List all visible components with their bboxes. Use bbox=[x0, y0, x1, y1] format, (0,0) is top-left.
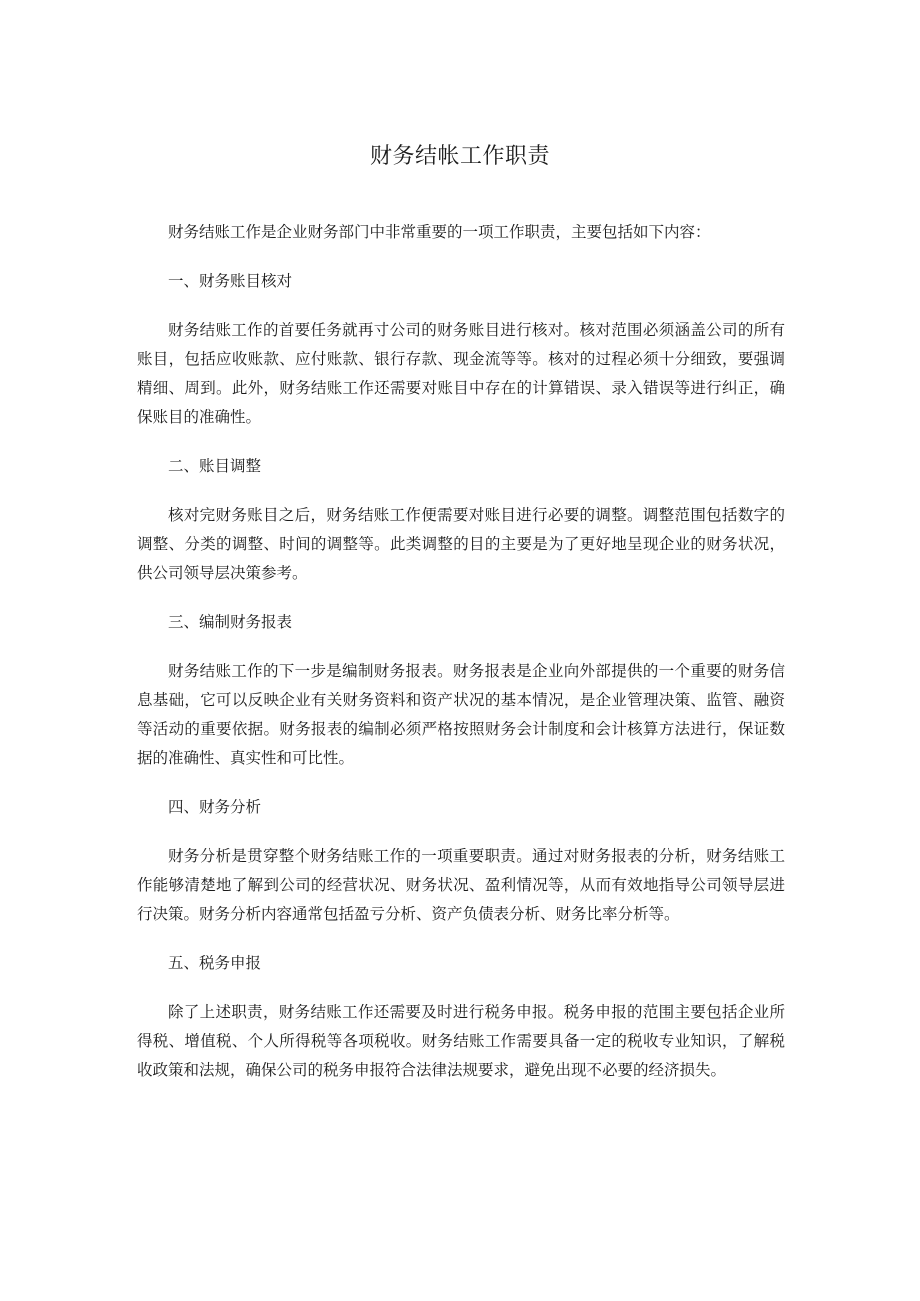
section-heading-3: 三、编制财务报表 bbox=[168, 613, 293, 631]
section-heading-5: 五、税务申报 bbox=[168, 954, 262, 972]
section-heading-4: 四、财务分析 bbox=[168, 798, 262, 816]
section-heading-2: 二、账目调整 bbox=[168, 457, 262, 475]
document-body bbox=[137, 218, 785, 1105]
section-body-4: 财务分析是贯穿整个财务结账工作的一项重要职责。通过对财务报表的分析，财务结账工作能够清楚地了解到公司的经营状况、财务状况、盈利情况等，从而有效地指导公司领导层进行决策。财务分析内容通常包括盈亏分析、资产负债表分析、财务比率分析等。 bbox=[137, 847, 785, 923]
section-body-2: 核对完财务账目之后，财务结账工作便需要对账目进行必要的调整。调整范围包括数字的调整、分类的调整、时间的调整等。此类调整的目的主要是为了更好地呈现企业的财务状况，供公司领导层决策参考。 bbox=[137, 506, 785, 582]
section-body-5: 除了上述职责，财务结账工作还需要及时进行税务申报。税务申报的范围主要包括企业所得税、增值税、个人所得税等各项税收。财务结账工作需要具备一定的税收专业知识，了解税收政策和法规，确保公司的税务申报符合法律法规要求，避免出现不必要的经济损失。 bbox=[137, 1003, 785, 1079]
intro-paragraph: 财务结账工作是企业财务部门中非常重要的一项工作职责，主要包括如下内容： bbox=[168, 223, 711, 241]
section-heading-1: 一、财务账目核对 bbox=[168, 272, 293, 290]
document-title: 财务结帐工作职责 bbox=[369, 144, 550, 169]
section-body-3: 财务结账工作的下一步是编制财务报表。财务报表是企业向外部提供的一个重要的财务信息基础，它可以反映企业有关财务资料和资产状况的基本情况，是企业管理决策、监管、融资等活动的重要依据。财务报表的编制必须严格按照财务会计制度和会计核算方法进行，保证数据的准确性、真实性和可比性。 bbox=[137, 662, 785, 767]
section-body-1: 财务结账工作的首要任务就再寸公司的财务账目进行核对。核对范围必须涵盖公司的所有账目，包括应收账款、应付账款、银行存款、现金流等等。核对的过程必须十分细致，要强调精细、周到。此外，财务结账工作还需要对账目中存在的计算错误、录入错误等进行纠正，确保账目的准确性。 bbox=[137, 321, 785, 426]
